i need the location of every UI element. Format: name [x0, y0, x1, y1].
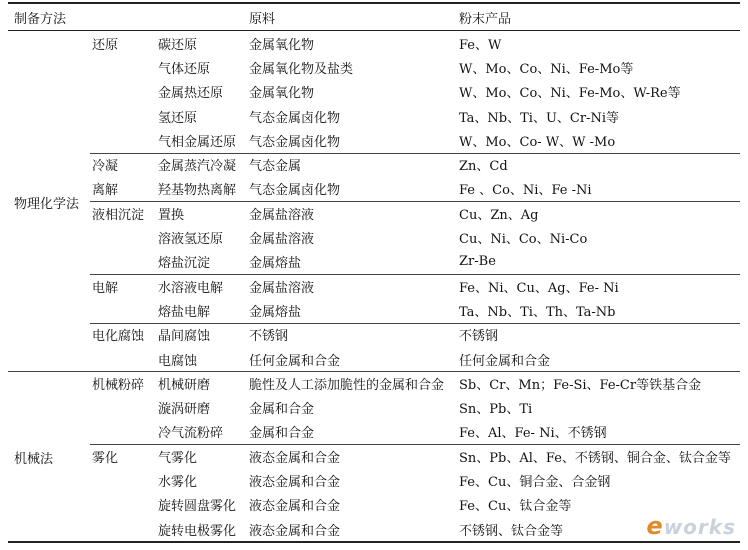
product-cell: Cu、Ni、Co、Ni-Co: [459, 232, 588, 248]
method-cell: 金属热还原: [158, 86, 224, 102]
table-row: [8, 250, 740, 274]
method-cell: 氢还原: [158, 110, 198, 126]
table-bottom-rule: [8, 541, 740, 543]
table-header: [8, 2, 740, 31]
subcategory-cell: 冷凝: [92, 159, 119, 175]
table-row: [8, 225, 740, 249]
subcategory-cell: 液相沉淀: [92, 207, 145, 223]
table-row: [8, 274, 740, 298]
table-row: [8, 517, 740, 541]
product-cell: 不锈钢、钛合金等: [459, 523, 564, 539]
product-cell: Cu、Zn、Ag: [459, 207, 539, 223]
group-label-physicochemical: 物理化学法: [14, 197, 80, 213]
raw-material-cell: 脆性及人工添加脆性的金属和合金: [249, 377, 445, 393]
product-cell: 任何金属和合金: [459, 353, 551, 369]
raw-material-cell: 液态金属和合金: [249, 523, 341, 539]
table-row: [8, 395, 740, 419]
product-cell: W、Mo、Co- W、W -Mo: [459, 134, 616, 150]
method-cell: 旋转圆盘雾化: [158, 499, 237, 515]
product-cell: Zr-Be: [459, 254, 496, 270]
row-separator: [90, 444, 740, 445]
raw-material-cell: 金属氧化物: [249, 86, 315, 102]
table-row: [8, 493, 740, 517]
method-cell: 金属蒸汽冷凝: [158, 159, 237, 175]
raw-material-cell: 金属氧化物: [249, 37, 315, 53]
table-row: [8, 371, 740, 395]
header-powder-product: 粉末产品: [459, 11, 512, 27]
product-cell: Fe、W: [459, 37, 502, 53]
group-label-mechanical: 机械法: [14, 452, 54, 468]
header-method: 制备方法: [14, 11, 67, 27]
product-cell: Ta、Nb、Ti、Th、Ta-Nb: [459, 304, 616, 320]
raw-material-cell: 金属和合金: [249, 402, 315, 418]
table-row: [8, 201, 740, 225]
product-cell: Sn、Pb、Al、Fe、不锈钢、铜合金、钛合金等: [459, 450, 731, 466]
product-cell: W、Mo、Co、Ni、Fe-Mo、W-Re等: [459, 86, 681, 102]
table-row: [8, 104, 740, 128]
method-cell: 旋转电极雾化: [158, 523, 237, 539]
product-cell: Fe、Ni、Cu、Ag、Fe- Ni: [459, 280, 619, 296]
row-separator: [90, 153, 740, 154]
subcategory-cell: 雾化: [92, 450, 119, 466]
raw-material-cell: 液态金属和合金: [249, 499, 341, 515]
product-cell: Ta、Nb、Ti、U、Cr-Ni等: [459, 110, 619, 126]
table-row: [8, 177, 740, 201]
eworks-watermark-logo: eworks: [646, 512, 736, 540]
table-row: [8, 444, 740, 468]
raw-material-cell: 金属盐溶液: [249, 280, 315, 296]
raw-material-cell: 金属盐溶液: [249, 207, 315, 223]
product-cell: Fe、Cu、钛合金等: [459, 499, 572, 515]
raw-material-cell: 金属和合金: [249, 426, 315, 442]
product-cell: Sn、Pb、Ti: [459, 402, 533, 418]
method-cell: 冷气流粉碎: [158, 426, 224, 442]
product-cell: Zn、Cd: [459, 159, 508, 175]
product-cell: Fe、Cu、铜合金、合金钢: [459, 474, 611, 490]
raw-material-cell: 金属熔盐: [249, 304, 302, 320]
header-raw-material: 原料: [249, 11, 276, 27]
subcategory-cell: 机械粉碎: [92, 377, 145, 393]
table-row: [8, 152, 740, 176]
raw-material-cell: 金属氧化物及盐类: [249, 61, 354, 77]
raw-material-cell: 不锈钢: [249, 329, 289, 345]
row-separator: [90, 274, 740, 275]
raw-material-cell: 金属盐溶液: [249, 232, 315, 248]
table-row: [8, 347, 740, 371]
method-cell: 气体还原: [158, 61, 211, 77]
row-separator: [8, 371, 740, 372]
table-row: [8, 420, 740, 444]
method-cell: 电腐蚀: [158, 353, 198, 369]
row-separator: [90, 201, 740, 202]
raw-material-cell: 液态金属和合金: [249, 450, 341, 466]
method-cell: 气相金属还原: [158, 134, 237, 150]
raw-material-cell: 金属熔盐: [249, 256, 302, 272]
product-cell: Fe 、Co、Ni、Fe -Ni: [459, 183, 592, 199]
product-cell: Sb、Cr、Mn；Fe-Si、Fe-Cr等铁基合金: [459, 377, 702, 393]
method-cell: 置换: [158, 207, 185, 223]
product-cell: 不锈钢: [459, 329, 499, 345]
raw-material-cell: 液态金属和合金: [249, 474, 341, 490]
subcategory-cell: 还原: [92, 37, 119, 53]
method-cell: 水雾化: [158, 474, 198, 490]
method-cell: 气雾化: [158, 450, 198, 466]
method-cell: 水溶液电解: [158, 280, 224, 296]
table-row: [8, 80, 740, 104]
subcategory-cell: 电化腐蚀: [92, 329, 145, 345]
table-row: [8, 468, 740, 492]
table-row: [8, 128, 740, 152]
powder-preparation-table: [8, 2, 740, 541]
product-cell: Fe、Al、Fe- Ni、不锈钢: [459, 426, 607, 442]
table-row: [8, 323, 740, 347]
method-cell: 溶液氢还原: [158, 232, 224, 248]
method-cell: 熔盐沉淀: [158, 256, 211, 272]
raw-material-cell: 气态金属: [249, 159, 302, 175]
table-row: [8, 55, 740, 79]
method-cell: 碳还原: [158, 37, 198, 53]
raw-material-cell: 气态金属卤化物: [249, 110, 341, 126]
method-cell: 晶间腐蚀: [158, 329, 211, 345]
raw-material-cell: 气态金属卤化物: [249, 134, 341, 150]
table-row: [8, 298, 740, 322]
product-cell: W、Mo、Co、Ni、Fe-Mo等: [459, 61, 634, 77]
method-cell: 熔盐电解: [158, 304, 211, 320]
raw-material-cell: 任何金属和合金: [249, 353, 341, 369]
subcategory-cell: 电解: [92, 280, 119, 296]
row-separator: [90, 323, 740, 324]
method-cell: 漩涡研磨: [158, 402, 211, 418]
method-cell: 机械研磨: [158, 377, 211, 393]
raw-material-cell: 气态金属卤化物: [249, 183, 341, 199]
method-cell: 羟基物热离解: [158, 183, 237, 199]
table-row: [8, 31, 740, 55]
table-body: [8, 31, 740, 541]
subcategory-cell: 离解: [92, 183, 119, 199]
